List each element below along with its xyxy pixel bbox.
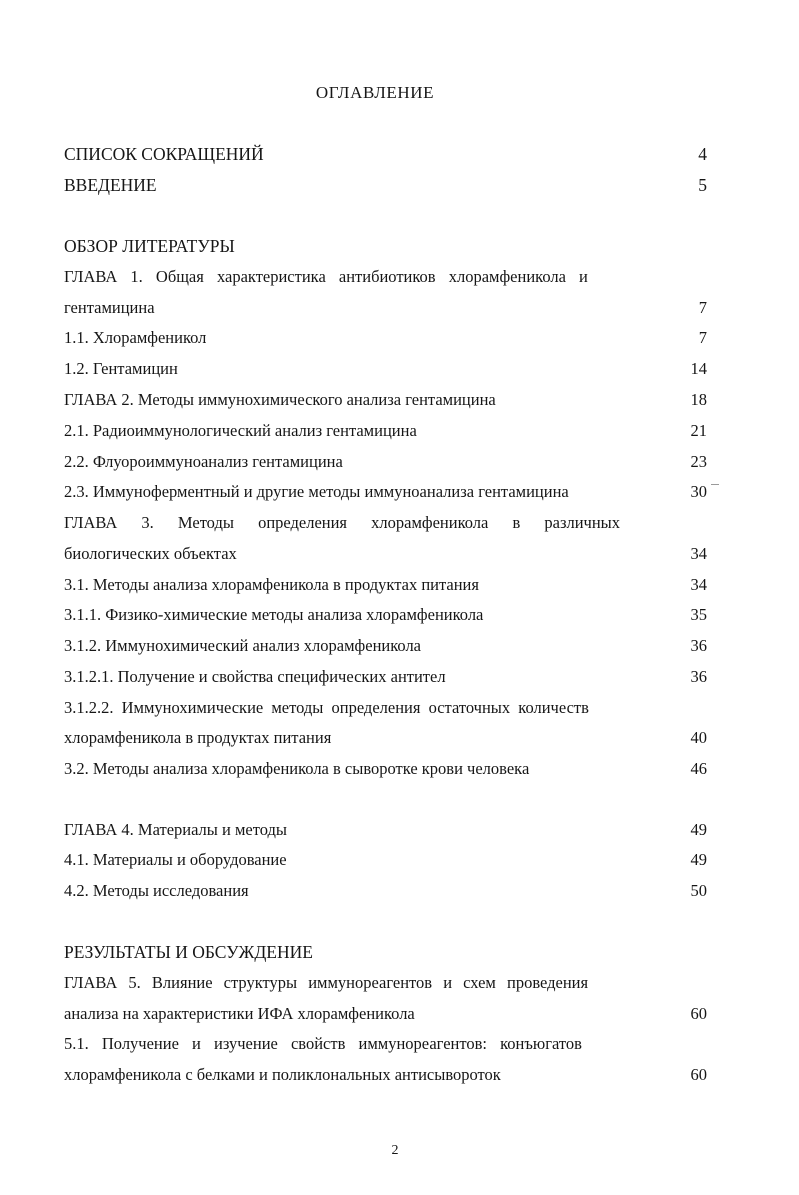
toc-entry-text: 3.1.2.2. Иммунохимические методы определения остаточных количеств	[64, 698, 589, 717]
toc-entry-text: ОБЗОР ЛИТЕРАТУРЫ	[64, 236, 235, 256]
page-number: 2	[391, 1143, 399, 1158]
toc-entry	[64, 298, 707, 328]
toc-entry	[64, 728, 707, 758]
toc-entry-page: 7	[698, 298, 707, 317]
toc-entry	[64, 636, 707, 666]
toc-entry-text: хлорамфеникола с белками и поликлональных антисывороток	[64, 1065, 501, 1084]
scan-mark	[711, 484, 719, 485]
toc-entry	[64, 605, 707, 635]
toc-entry	[64, 513, 707, 543]
toc-entry-text: 1.2. Гентамицин	[64, 359, 178, 378]
toc-entry-text: 1.1. Хлорамфеникол	[64, 328, 207, 347]
toc-entry-page: 14	[690, 359, 707, 378]
toc-entry-page: 46	[690, 759, 707, 778]
toc-entry	[64, 267, 707, 297]
toc-entry-text: 3.1. Методы анализа хлорамфеникола в продуктах питания	[64, 575, 479, 594]
toc-entry-text: 4.2. Методы исследования	[64, 881, 249, 900]
toc-entry	[64, 759, 707, 789]
toc-entry	[64, 175, 707, 205]
toc-entry	[64, 328, 707, 358]
toc-section-heading	[64, 236, 707, 266]
toc-entry-page: 34	[690, 544, 707, 563]
toc-entry-text: ВВЕДЕНИЕ	[64, 175, 157, 195]
toc-entry-page: 60	[690, 1004, 707, 1023]
toc-entry-text: 3.2. Методы анализа хлорамфеникола в сыворотке крови человека	[64, 759, 530, 778]
toc-entry	[64, 820, 707, 850]
toc-entry-text: 3.1.2. Иммунохимический анализ хлорамфеникола	[64, 636, 421, 655]
toc-entry-text: 2.1. Радиоиммунологический анализ гентамицина	[64, 421, 417, 440]
toc-entry-text: РЕЗУЛЬТАТЫ И ОБСУЖДЕНИЕ	[64, 942, 313, 962]
toc-entry	[64, 144, 707, 174]
toc-entry	[64, 698, 707, 728]
toc-entry-text: 3.1.1. Физико-химические методы анализа хлорамфеникола	[64, 605, 484, 624]
toc-entry	[64, 850, 707, 880]
toc-entry-text: анализа на характеристики ИФА хлорамфеникола	[64, 1004, 415, 1023]
toc-entry-text: ГЛАВА 4. Материалы и методы	[64, 820, 287, 839]
toc-entry-text: биологических объектах	[64, 544, 237, 563]
toc-entry	[64, 881, 707, 911]
toc-entry	[64, 452, 707, 482]
toc-entry	[64, 390, 707, 420]
toc-entry-text: 4.1. Материалы и оборудование	[64, 850, 287, 869]
toc-section-heading	[64, 942, 707, 972]
toc-entry-text: гентамицина	[64, 298, 155, 317]
toc-entry-page: 21	[690, 421, 707, 440]
toc-entry	[64, 1004, 707, 1034]
toc-entry-page: 7	[698, 328, 707, 347]
toc-entry-text: 5.1. Получение и изучение свойств иммунореагентов: конъюгатов	[64, 1034, 582, 1053]
toc-entry	[64, 421, 707, 451]
toc-entry	[64, 359, 707, 389]
toc-entry-page: 18	[690, 390, 707, 409]
toc-entry	[64, 973, 707, 1003]
toc-entry-page: 34	[690, 575, 707, 594]
toc-entry-text: ГЛАВА 1. Общая характеристика антибиотиков хлорамфеникола и	[64, 267, 588, 286]
toc-entry	[64, 544, 707, 574]
toc-entry-text: ГЛАВА 3. Методы определения хлорамфеникола в различных	[64, 513, 621, 532]
toc-entry-page: 23	[690, 452, 707, 471]
toc-entry	[64, 482, 707, 512]
toc-entry-page: 5	[698, 175, 707, 195]
toc-entry-text: 2.3. Иммуноферментный и другие методы иммуноанализа гентамицина	[64, 482, 569, 501]
toc-entry-page: 49	[690, 820, 707, 839]
toc-entry	[64, 1034, 707, 1064]
toc-entry-page: 30	[690, 482, 707, 501]
toc-entry-text: хлорамфеникола в продуктах питания	[64, 728, 332, 747]
toc-entry-text: ГЛАВА 5. Влияние структуры иммунореагентов и схем проведения	[64, 973, 589, 992]
toc-title: ОГЛАВЛЕНИЕ	[315, 83, 435, 102]
toc-entry-page: 40	[690, 728, 707, 747]
toc-entry-page: 36	[690, 636, 707, 655]
toc-entry-text: ГЛАВА 2. Методы иммунохимического анализа гентамицина	[64, 390, 496, 409]
toc-entry-page: 4	[698, 144, 707, 164]
toc-entry-page: 50	[690, 881, 707, 900]
toc-entry-text: СПИСОК СОКРАЩЕНИЙ	[64, 144, 264, 164]
toc-entry	[64, 667, 707, 697]
toc-entry-page: 49	[690, 850, 707, 869]
toc-entry-page: 60	[690, 1065, 707, 1084]
toc-entry	[64, 575, 707, 605]
toc-entry-page: 35	[690, 605, 707, 624]
toc-entry-text: 3.1.2.1. Получение и свойства специфических антител	[64, 667, 446, 686]
toc-entry	[64, 1065, 707, 1095]
toc-entry-page: 36	[690, 667, 707, 686]
toc-entry-text: 2.2. Флуороиммуноанализ гентамицина	[64, 452, 343, 471]
